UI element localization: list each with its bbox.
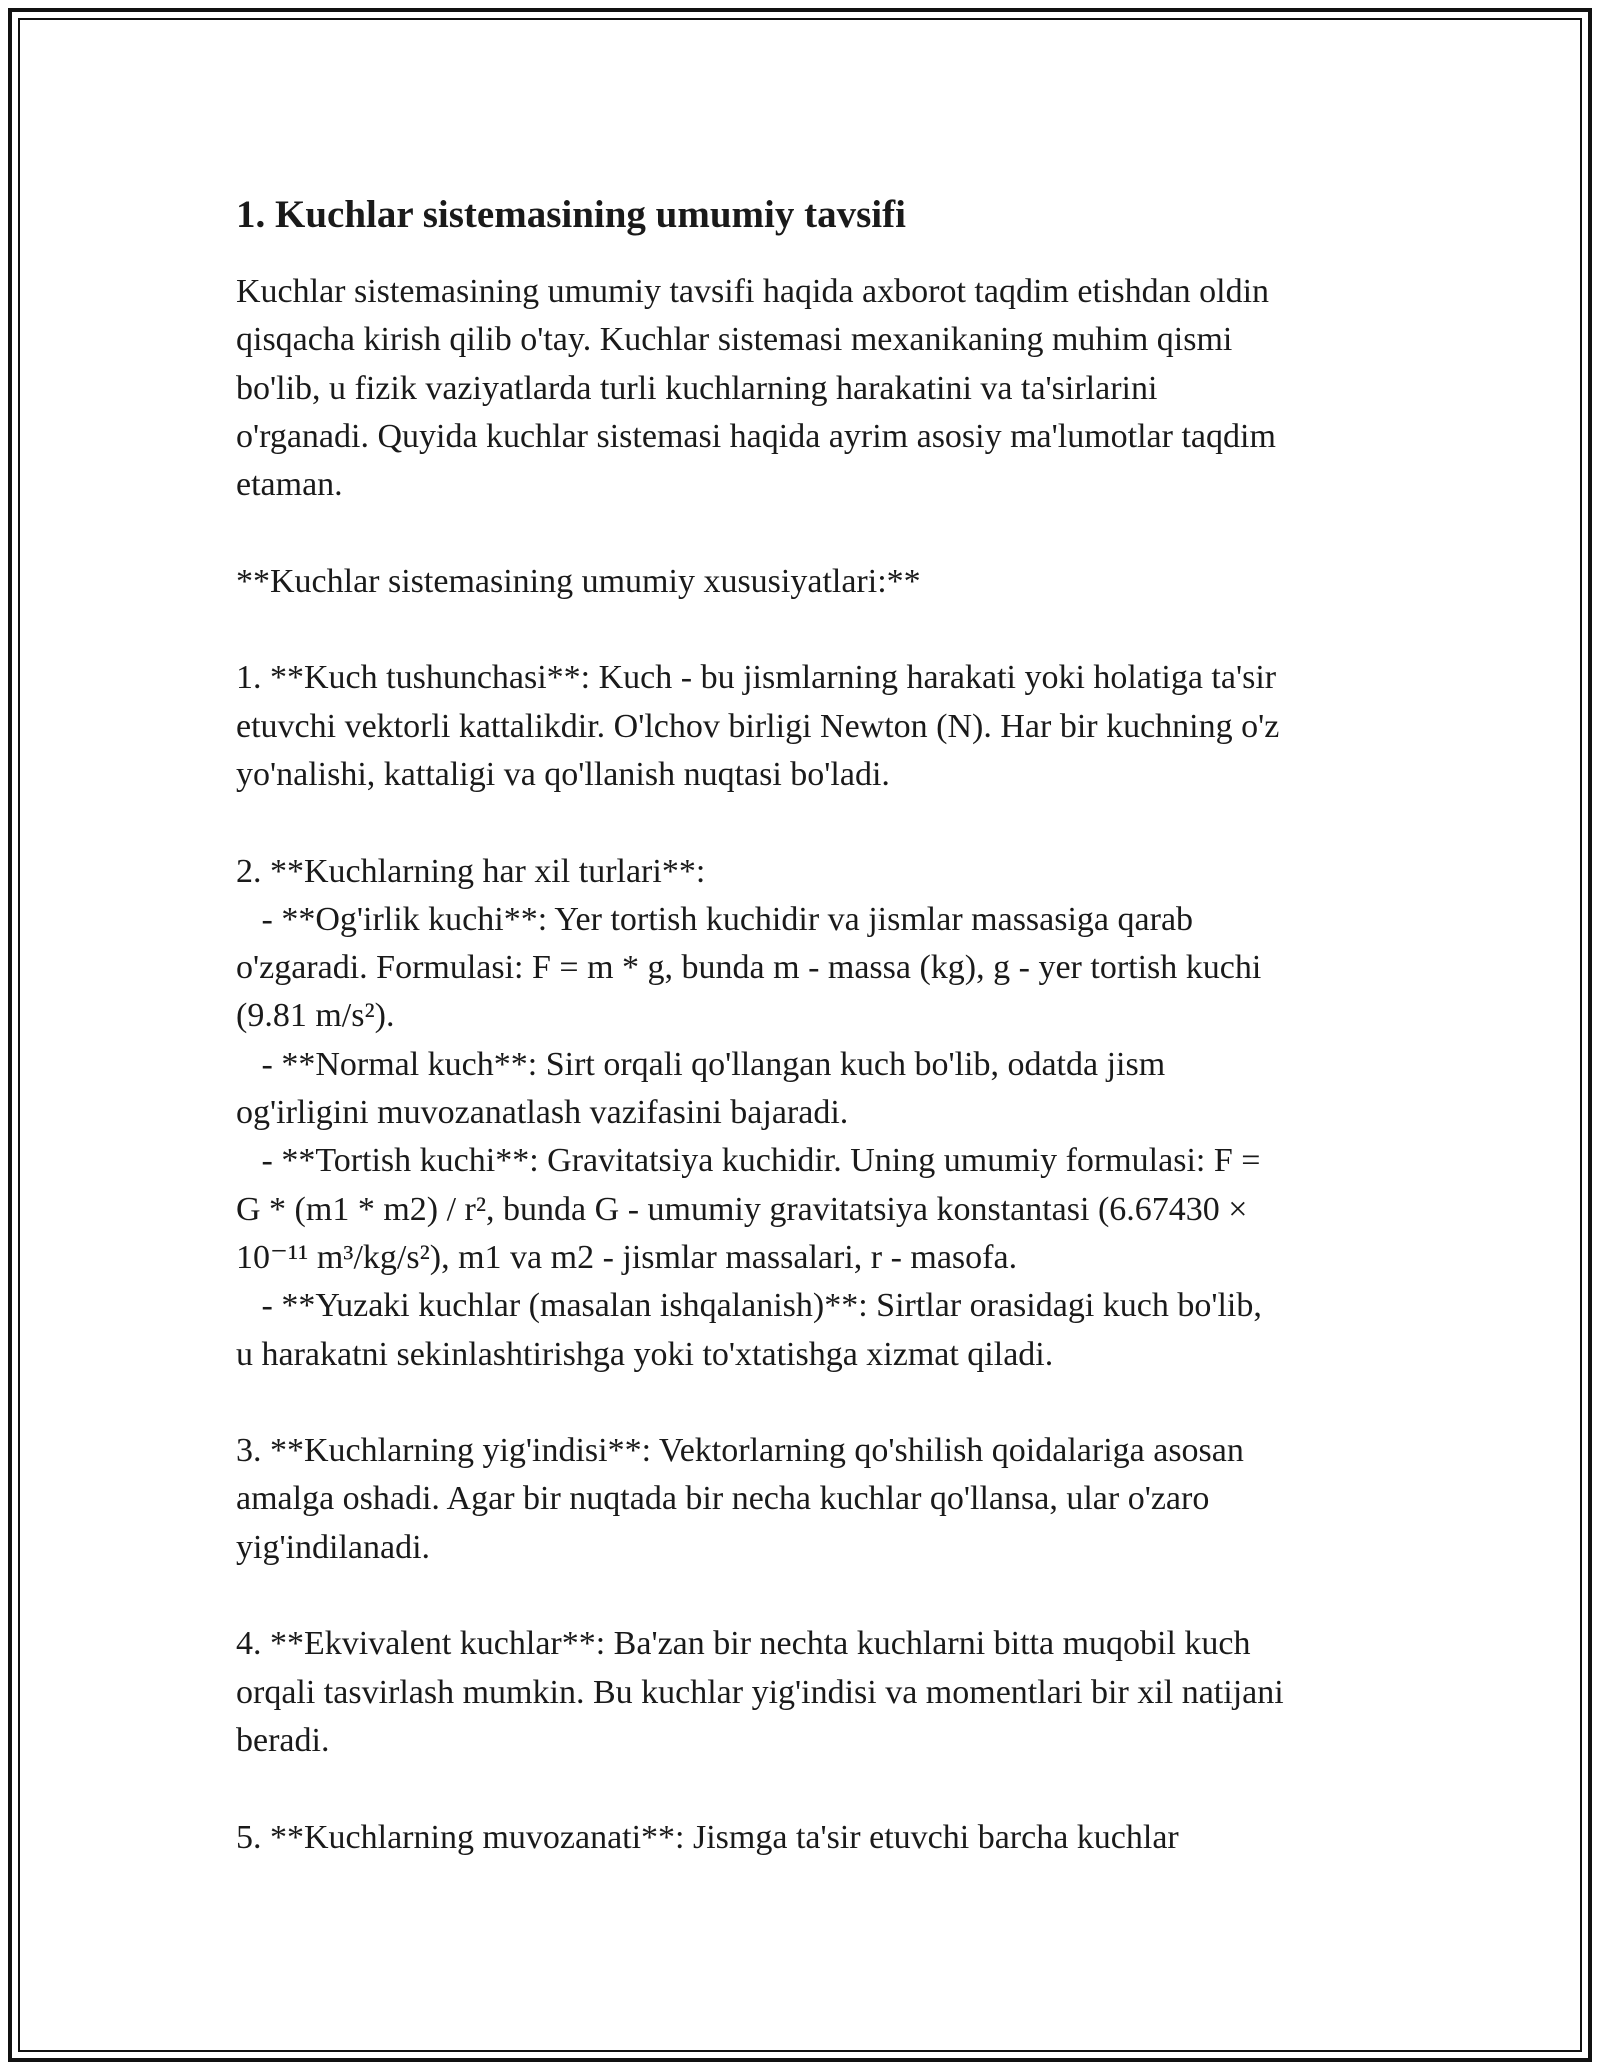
text-line: G * (m1 * m2) / r², bunda G - umumiy gravitatsiya konstantasi (6.67430 × [236, 1190, 1248, 1228]
text-line: 5. **Kuchlarning muvozanati**: Jismga ta'sir etuvchi barcha kuchlar [236, 1818, 1179, 1856]
text-line: Kuchlar sistemasining umumiy tavsifi haqida axborot taqdim etishdan oldin [236, 273, 1270, 310]
blank-line [236, 606, 1376, 654]
blank-line [236, 799, 1376, 847]
blank-line [236, 1572, 1376, 1620]
text-line: - **Normal kuch**: Sirt orqali qo'llangan kuch bo'lib, odatda jism [236, 1045, 1166, 1083]
text-line: orqali tasvirlash mumkin. Bu kuchlar yig'indisi va momentlari bir xil natijani [236, 1673, 1284, 1711]
text-line: 1. **Kuch tushunchasi**: Kuch - bu jismlarning harakati yoki holatiga ta'sir [236, 659, 1277, 697]
text-line: qisqacha kirish qilib o'tay. Kuchlar sistemasi mexanikaning muhim qismi [236, 321, 1233, 359]
text-line: o'rganadi. Quyida kuchlar sistemasi haqida ayrim asosiy ma'lumotlar taqdim [236, 417, 1276, 455]
text-line: **Kuchlar sistemasining umumiy xususiyatlari:** [236, 562, 921, 600]
text-line: amalga oshadi. Agar bir nuqtada bir necha kuchlar qo'llansa, ular o'zaro [236, 1480, 1210, 1518]
blank-line [236, 1379, 1376, 1427]
text-line: beradi. [236, 1721, 330, 1759]
section-heading: 1. Kuchlar sistemasining umumiy tavsifi [236, 193, 906, 236]
text-line: - **Tortish kuchi**: Gravitatsiya kuchidir. Uning umumiy formulasi: F = [236, 1142, 1261, 1180]
text-line: (9.81 m/s²). [236, 997, 395, 1035]
document-body [236, 186, 1376, 1862]
text-lines [236, 268, 1376, 1862]
blank-line [236, 509, 1376, 557]
text-line: o'zgaradi. Formulasi: F = m * g, bunda m - massa (kg), g - yer tortish kuchi [236, 949, 1262, 987]
text-line: u harakatni sekinlashtirishga yoki to'xtatishga xizmat qiladi. [236, 1335, 1054, 1373]
blank-line [236, 1765, 1376, 1813]
text-line: 2. **Kuchlarning har xil turlari**: [236, 852, 706, 890]
text-line: yo'nalishi, kattaligi va qo'llanish nuqtasi bo'ladi. [236, 755, 890, 793]
text-line: 10⁻¹¹ m³/kg/s²), m1 va m2 - jismlar massalari, r - masofa. [236, 1238, 1018, 1276]
text-line: - **Yuzaki kuchlar (masalan ishqalanish)**: Sirtlar orasidagi kuch bo'lib, [236, 1287, 1262, 1325]
text-line: etuvchi vektorli kattalikdir. O'lchov birligi Newton (N). Har bir kuchning o'z [236, 707, 1280, 745]
text-line: yig'indilanadi. [236, 1528, 431, 1566]
text-line: 4. **Ekvivalent kuchlar**: Ba'zan bir nechta kuchlarni bitta muqobil kuch [236, 1625, 1251, 1663]
text-line: 3. **Kuchlarning yig'indisi**: Vektorlarning qo'shilish qoidalariga asosan [236, 1432, 1244, 1470]
text-line: og'irligini muvozanatlash vazifasini bajaradi. [236, 1094, 849, 1132]
text-line: etaman. [236, 466, 343, 504]
text-line: - **Og'irlik kuchi**: Yer tortish kuchidir va jismlar massasiga qarab [236, 900, 1194, 938]
text-line: bo'lib, u fizik vaziyatlarda turli kuchlarning harakatini va ta'sirlarini [236, 369, 1158, 407]
